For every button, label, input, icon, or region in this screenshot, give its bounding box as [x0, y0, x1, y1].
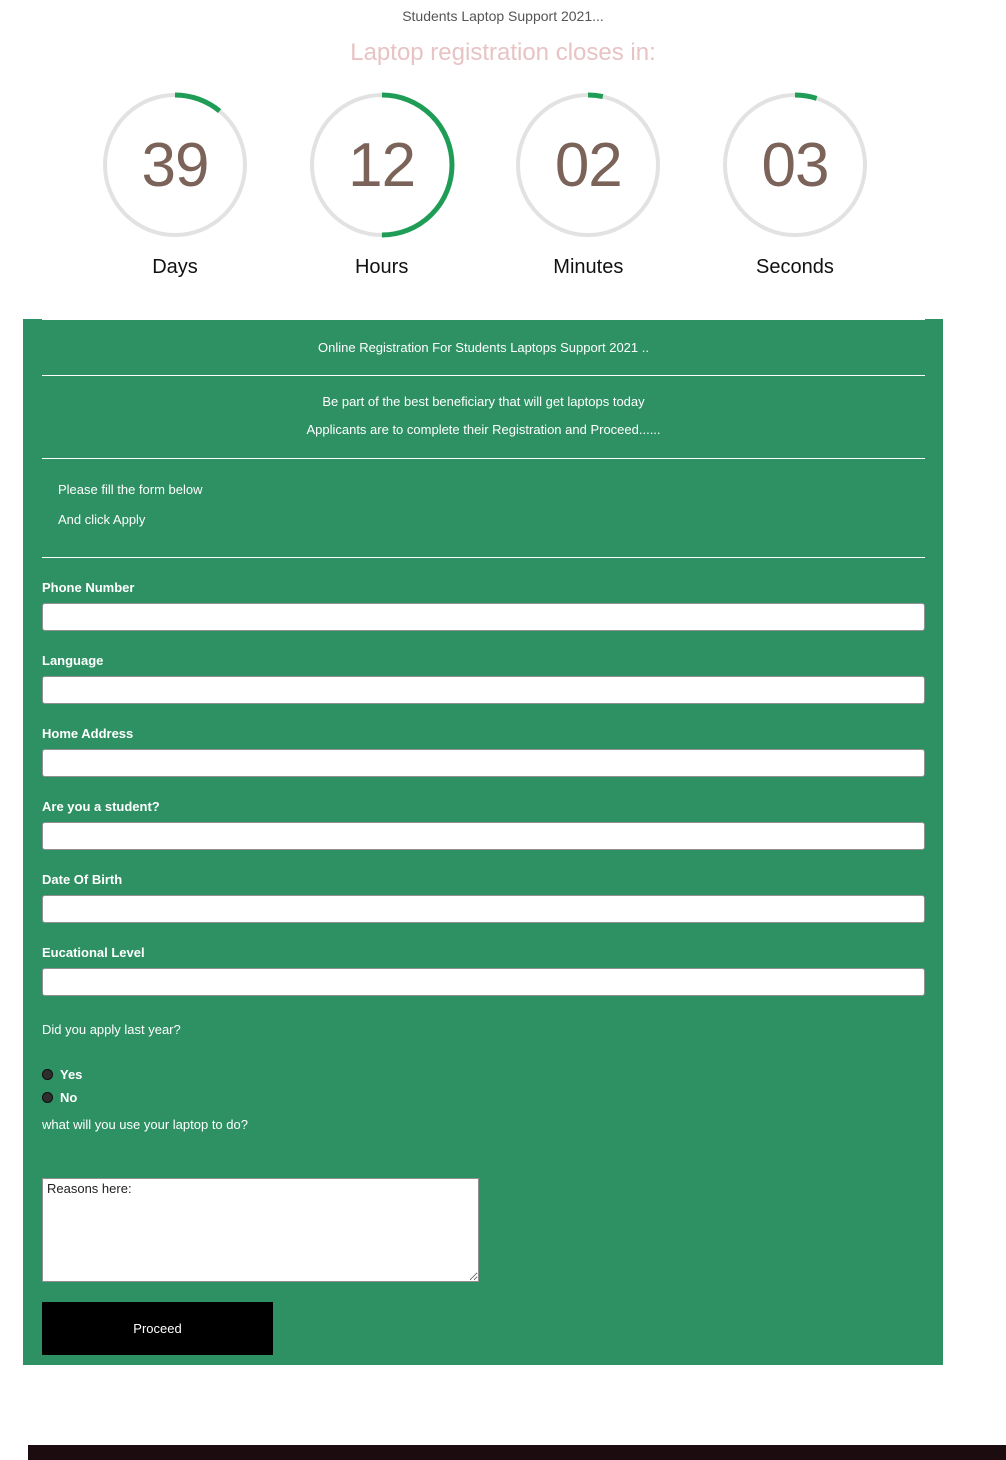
panel-instructions: [58, 475, 925, 535]
field-phone-number: [42, 580, 925, 631]
reasons-textarea[interactable]: [42, 1178, 479, 1282]
radio-yes-icon[interactable]: [42, 1069, 53, 1080]
field-label-phone-number: Phone Number: [42, 580, 135, 595]
page-top-title: Students Laptop Support 2021...: [402, 8, 604, 24]
date-of-birth-input[interactable]: [42, 895, 925, 923]
countdown-seconds-label: Seconds: [756, 256, 834, 278]
question-apply-last-year: Did you apply last year?: [42, 1022, 181, 1037]
countdown-hours: [307, 90, 457, 279]
radio-yes-label: Yes: [60, 1067, 83, 1082]
divider: [42, 375, 925, 376]
countdown-hours-circle: [307, 90, 457, 240]
countdown-days: [100, 90, 250, 279]
field-date-of-birth: [42, 872, 925, 923]
field-student: [42, 799, 925, 850]
panel-title: Online Registration For Students Laptops Support 2021 ..: [318, 340, 649, 355]
countdown-minutes-circle: [513, 90, 663, 240]
countdown-seconds: [720, 90, 870, 279]
countdown-hours-label: Hours: [354, 256, 409, 278]
educational-level-input[interactable]: [42, 968, 925, 996]
countdown-minutes-label: Minutes: [553, 256, 624, 278]
countdown-seconds-circle: [720, 90, 870, 240]
field-home-address: [42, 726, 925, 777]
field-educational-level: [42, 945, 925, 996]
divider: [42, 557, 925, 558]
divider: [42, 319, 925, 320]
field-label-home-address: Home Address: [42, 726, 134, 741]
radio-no-label: No: [60, 1090, 78, 1105]
proceed-button[interactable]: Proceed: [42, 1302, 273, 1355]
registration-panel: [23, 319, 943, 1365]
phone-number-input[interactable]: [42, 603, 925, 631]
countdown-days-circle: [100, 90, 250, 240]
countdown-days-label: Days: [152, 256, 198, 278]
divider: [42, 458, 925, 459]
radio-no-icon[interactable]: [42, 1092, 53, 1103]
panel-subtitle: [42, 388, 925, 444]
question-laptop-use: what will you use your laptop to do?: [42, 1117, 248, 1132]
instruction-line1: Please fill the form below: [58, 482, 203, 497]
countdown-minutes-value: 02: [554, 130, 622, 200]
countdown-days-value: 39: [141, 130, 209, 200]
countdown-minutes: [513, 90, 663, 279]
field-label-date-of-birth: Date Of Birth: [42, 872, 123, 887]
panel-subtitle-line2: Applicants are to complete their Registration and Proceed......: [306, 422, 661, 437]
field-label-language: Language: [42, 653, 104, 668]
apply-last-year-radio-group: [42, 1067, 925, 1105]
countdown-hours-value: 12: [348, 130, 416, 200]
home-address-input[interactable]: [42, 749, 925, 777]
panel-subtitle-line1: Be part of the best beneficiary that will get laptops today: [322, 394, 645, 409]
countdown: [100, 90, 870, 279]
language-input[interactable]: [42, 676, 925, 704]
field-language: [42, 653, 925, 704]
countdown-heading: Laptop registration closes in:: [350, 39, 656, 66]
student-input[interactable]: [42, 822, 925, 850]
field-label-student: Are you a student?: [42, 799, 160, 814]
bottom-bar: [28, 1445, 1006, 1460]
countdown-seconds-value: 03: [761, 130, 829, 200]
radio-option-yes[interactable]: [42, 1067, 925, 1082]
instruction-line2: And click Apply: [58, 512, 146, 527]
field-label-educational-level: Eucational Level: [42, 945, 145, 960]
radio-option-no[interactable]: [42, 1090, 925, 1105]
